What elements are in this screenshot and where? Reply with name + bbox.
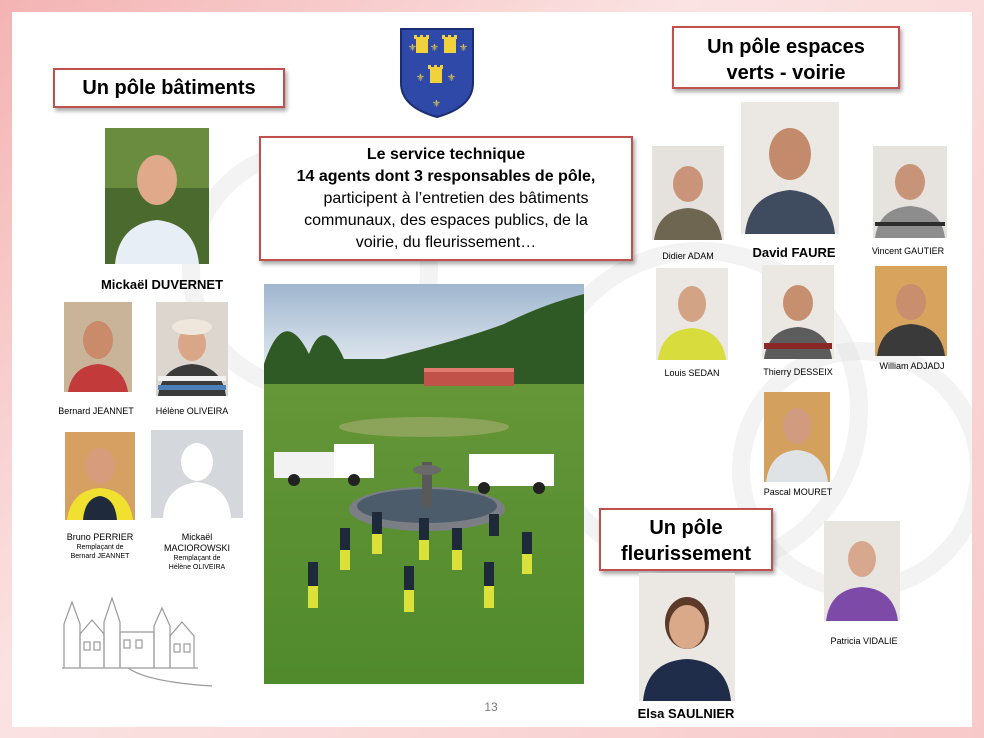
name-adam: Didier ADAM	[662, 251, 714, 261]
heading-batiments-text: Un pôle bâtiments	[82, 77, 256, 99]
name-faure: David FAURE	[752, 245, 836, 260]
heading-espaces-line2: verts - voirie	[726, 62, 846, 84]
svg-text:⚜: ⚜	[459, 43, 468, 54]
note-perrier-2: Bernard JEANNET	[70, 553, 130, 560]
portrait-photo	[762, 265, 834, 359]
name-duvernet: Mickaël DUVERNET	[100, 277, 224, 292]
svg-text:⚜: ⚜	[408, 43, 417, 54]
portrait-photo	[741, 102, 839, 234]
name-maciorowski	[137, 532, 257, 572]
coat-of-arms-logo	[399, 27, 475, 119]
heading-fleurissement	[599, 508, 773, 571]
service-text-3: voirie, du fleurissement…	[355, 234, 537, 251]
name-maciorowski-1: Mickaël	[181, 532, 213, 542]
name-oliveira: Hélène OLIVEIRA	[155, 406, 229, 416]
svg-text:⚜: ⚜	[416, 73, 425, 84]
service-title: Le service technique	[366, 146, 526, 163]
svg-text:⚜: ⚜	[432, 99, 441, 110]
name-adjadj: William ADJADJ	[879, 361, 945, 371]
heading-espaces-verts	[672, 26, 900, 89]
page-number: 13	[484, 700, 498, 714]
svg-text:⚜: ⚜	[430, 43, 439, 54]
service-text-1: participent à l’entretien des bâtiments	[323, 190, 589, 207]
portrait-photo	[875, 266, 947, 356]
name-perrier-text: Bruno PERRIER	[66, 532, 134, 542]
portrait-photo	[873, 146, 947, 238]
service-text-2: communaux, des espaces publics, de la	[304, 212, 588, 229]
team-photo	[264, 284, 584, 684]
name-jeannet: Bernard JEANNET	[58, 406, 134, 416]
heading-fleur-line2: fleurissement	[620, 543, 752, 565]
service-description	[259, 136, 633, 261]
name-sedan: Louis SEDAN	[664, 368, 720, 378]
service-agents: 14 agents dont 3 responsables de pôle,	[296, 168, 596, 185]
portrait-photo	[656, 268, 728, 360]
portrait-photo	[824, 521, 900, 621]
avatar-placeholder-icon	[151, 430, 243, 518]
name-mouret: Pascal MOURET	[763, 487, 833, 497]
portrait-photo	[652, 146, 724, 240]
note-maciorowski-2: Hélène OLIVEIRA	[168, 564, 226, 571]
castle-drawing	[58, 586, 218, 690]
name-saulnier: Elsa SAULNIER	[637, 706, 735, 721]
heading-batiments	[53, 68, 285, 108]
name-gautier: Vincent GAUTIER	[871, 246, 945, 256]
heading-espaces-line1: Un pôle espaces	[707, 36, 865, 58]
svg-text:⚜: ⚜	[447, 73, 456, 84]
heading-fleur-line1: Un pôle	[649, 517, 723, 539]
portrait-photo	[156, 302, 228, 396]
portrait-photo	[64, 302, 132, 392]
portrait-photo	[764, 392, 830, 482]
note-maciorowski-1: Remplaçant de	[173, 555, 221, 562]
name-vidalie: Patricia VIDALIE	[830, 636, 898, 646]
note-perrier-1: Remplaçant de	[76, 544, 124, 551]
portrait-photo	[639, 573, 735, 701]
name-maciorowski-2: MACIOROWSKI	[163, 543, 230, 553]
portrait-photo	[105, 128, 209, 264]
portrait-photo	[65, 432, 135, 520]
name-desseix: Thierry DESSEIX	[763, 367, 833, 377]
